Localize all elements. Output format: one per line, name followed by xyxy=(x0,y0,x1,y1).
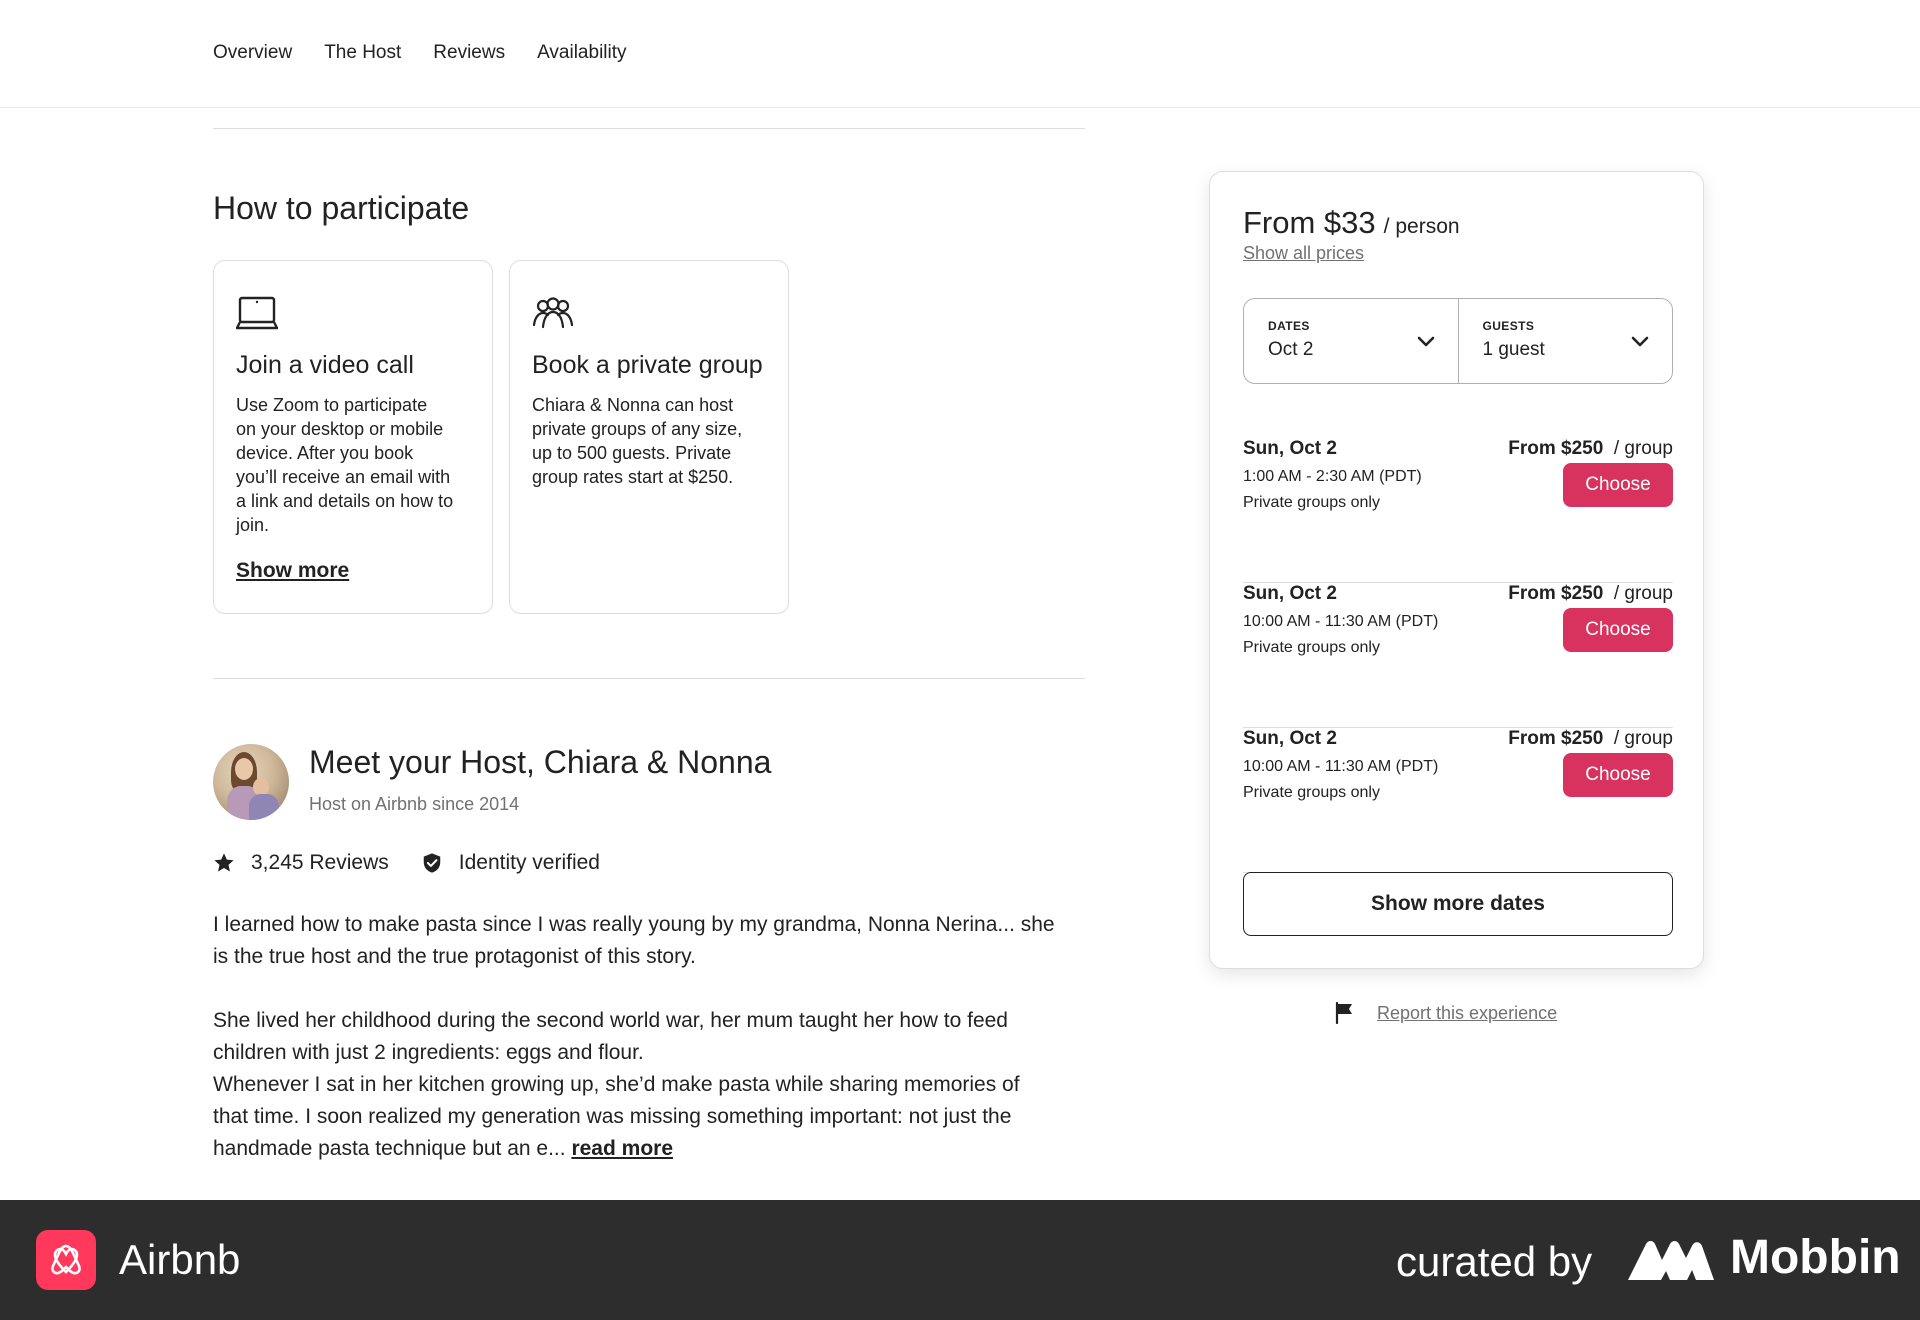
bio-line: children with just 2 ingredients: eggs and flour. xyxy=(213,1041,644,1064)
slot-note: Private groups only xyxy=(1243,639,1380,656)
bio-line: is the true host and the true protagonist of this story. xyxy=(213,945,696,968)
curated-by-text: curated by xyxy=(1396,1238,1593,1285)
choose-button[interactable]: Choose xyxy=(1563,753,1673,797)
slot-date: Sun, Oct 2 xyxy=(1243,583,1337,604)
slot-note: Private groups only xyxy=(1243,784,1380,801)
description-line: private groups of any size, xyxy=(532,419,743,439)
section-tabs xyxy=(213,42,627,64)
bio-line: handmade pasta technique but an e... xyxy=(213,1137,566,1160)
read-more-link[interactable]: read more xyxy=(571,1137,673,1160)
reviews-count: 3,245 Reviews xyxy=(251,851,389,874)
airbnb-logo xyxy=(36,1230,96,1290)
video-call-description xyxy=(236,393,470,537)
mobbin-wordmark: Mobbin xyxy=(1730,1231,1901,1284)
description-line: Chiara & Nonna can host xyxy=(532,395,734,415)
identity-verified: Identity verified xyxy=(458,851,600,874)
host-title: Meet your Host, Chiara & Nonna xyxy=(309,744,772,780)
slot-price-amount: From $250 xyxy=(1508,438,1604,459)
slot-price xyxy=(1508,583,1673,605)
time-slot xyxy=(1243,728,1673,873)
slot-date: Sun, Oct 2 xyxy=(1243,728,1337,749)
slot-time: 10:00 AM - 11:30 AM (PDT) xyxy=(1243,613,1439,630)
slot-price xyxy=(1508,728,1673,750)
video-call-title: Join a video call xyxy=(236,351,414,379)
slot-price xyxy=(1508,438,1673,460)
tab-availability[interactable]: Availability xyxy=(537,42,627,63)
bio-line: She lived her childhood during the second world war, her mum taught her how to feed xyxy=(213,1009,1008,1032)
bio-line: Whenever I sat in her kitchen growing up, she’d make pasta while sharing memories of xyxy=(213,1073,1020,1096)
show-all-prices-link[interactable]: Show all prices xyxy=(1243,243,1365,263)
description-line: join. xyxy=(236,515,270,535)
show-more-link[interactable]: Show more xyxy=(236,559,350,582)
description-line: on your desktop or mobile xyxy=(236,419,444,439)
tab-reviews[interactable]: Reviews xyxy=(433,42,506,63)
description-line: a link and details on how to xyxy=(236,491,454,511)
slot-price-unit: / group xyxy=(1613,583,1673,604)
dates-value: Oct 2 xyxy=(1268,339,1314,360)
description-line: device. After you book xyxy=(236,443,414,463)
divider xyxy=(213,128,1085,129)
flag-icon xyxy=(1335,1002,1355,1024)
airbnb-wordmark: Airbnb xyxy=(119,1236,241,1283)
verified-shield-icon xyxy=(421,852,443,874)
host-avatar[interactable] xyxy=(213,744,289,820)
footer-bar xyxy=(0,1200,1920,1320)
private-group-title: Book a private group xyxy=(532,351,763,379)
report-experience xyxy=(1335,1002,1557,1024)
airbnb-logo-icon xyxy=(46,1240,86,1280)
price-row xyxy=(1243,205,1460,241)
identity-stat xyxy=(421,851,600,875)
description-line: Use Zoom to participate xyxy=(236,395,428,415)
slot-price-unit: / group xyxy=(1613,728,1673,749)
report-experience-link[interactable]: Report this experience xyxy=(1377,1002,1558,1023)
host-since: Host on Airbnb since 2014 xyxy=(309,794,520,814)
host-stats xyxy=(213,851,632,875)
slot-time: 1:00 AM - 2:30 AM (PDT) xyxy=(1243,468,1422,485)
bio-line: I learned how to make pasta since I was really young by my grandma, Nonna Nerina... she xyxy=(213,913,1055,936)
show-more-dates-button[interactable]: Show more dates xyxy=(1243,872,1673,936)
laptop-icon xyxy=(236,295,278,333)
slot-note: Private groups only xyxy=(1243,494,1380,511)
slot-date: Sun, Oct 2 xyxy=(1243,438,1337,459)
divider xyxy=(213,678,1085,679)
choose-button[interactable]: Choose xyxy=(1563,463,1673,507)
description-line: you’ll receive an email with xyxy=(236,467,451,487)
bio-line: that time. I soon realized my generation was missing something important: not just the xyxy=(213,1105,1012,1128)
private-group-card xyxy=(509,260,789,614)
slot-price-amount: From $250 xyxy=(1508,728,1604,749)
mobbin-logo-icon xyxy=(1626,1238,1716,1282)
price-unit: / person xyxy=(1383,215,1460,238)
guests-label: GUESTS xyxy=(1482,319,1535,333)
tab-the-host[interactable]: The Host xyxy=(324,42,402,63)
chevron-down-icon xyxy=(1630,331,1650,351)
section-nav xyxy=(0,0,1920,108)
time-slot xyxy=(1243,583,1673,728)
video-call-card xyxy=(213,260,493,614)
choose-button[interactable]: Choose xyxy=(1563,608,1673,652)
dates-label: DATES xyxy=(1268,319,1310,333)
slot-price-unit: / group xyxy=(1613,438,1673,459)
chevron-down-icon xyxy=(1416,331,1436,351)
date-guest-picker xyxy=(1243,298,1673,384)
reviews-stat xyxy=(213,851,389,875)
guests-dropdown[interactable] xyxy=(1458,299,1673,383)
star-icon xyxy=(213,852,235,874)
slot-price-amount: From $250 xyxy=(1508,583,1604,604)
dates-dropdown[interactable] xyxy=(1244,299,1458,383)
description-line: group rates start at $250. xyxy=(532,467,734,487)
how-to-participate-title: How to participate xyxy=(213,190,470,226)
bio-paragraph xyxy=(213,1005,1093,1165)
tab-overview[interactable]: Overview xyxy=(213,42,293,63)
host-bio xyxy=(213,909,1093,1165)
private-group-description xyxy=(532,393,766,489)
booking-card xyxy=(1209,171,1704,969)
bio-paragraph xyxy=(213,909,1093,973)
price-amount: From $33 xyxy=(1243,205,1376,240)
group-icon xyxy=(532,295,574,333)
time-slot xyxy=(1243,438,1673,583)
slot-time: 10:00 AM - 11:30 AM (PDT) xyxy=(1243,758,1439,775)
description-line: up to 500 guests. Private xyxy=(532,443,732,463)
guests-value: 1 guest xyxy=(1482,339,1545,360)
